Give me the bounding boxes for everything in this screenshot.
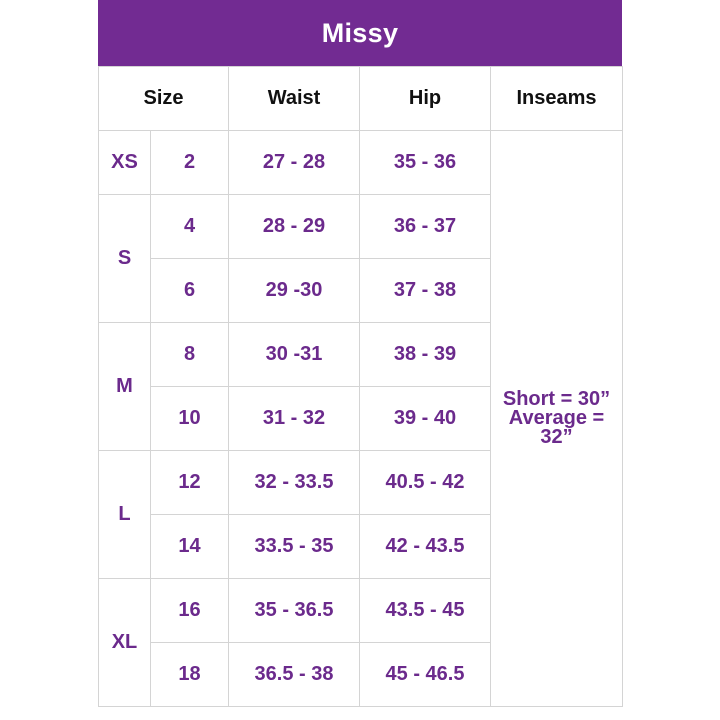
hip-range: 45 - 46.5: [360, 643, 491, 707]
hip-range: 43.5 - 45: [360, 579, 491, 643]
size-number: 12: [151, 451, 229, 515]
hip-range: 38 - 39: [360, 323, 491, 387]
hip-range: 36 - 37: [360, 195, 491, 259]
size-number: 10: [151, 387, 229, 451]
size-number: 4: [151, 195, 229, 259]
header-size: Size: [99, 67, 229, 131]
size-number: 18: [151, 643, 229, 707]
chart-title: Missy: [321, 17, 399, 48]
waist-range: 28 - 29: [229, 195, 360, 259]
waist-range: 27 - 28: [229, 131, 360, 195]
waist-range: 33.5 - 35: [229, 515, 360, 579]
header-inseams: Inseams: [491, 67, 623, 131]
table-row: [99, 131, 623, 195]
hip-range: 40.5 - 42: [360, 451, 491, 515]
size-number: 14: [151, 515, 229, 579]
size-number: 8: [151, 323, 229, 387]
size-letter-l: L: [99, 451, 151, 579]
size-table: [98, 66, 623, 707]
waist-range: 35 - 36.5: [229, 579, 360, 643]
header-hip: Hip: [360, 67, 491, 131]
size-number: 2: [151, 131, 229, 195]
hip-range: 37 - 38: [360, 259, 491, 323]
header-row: [99, 67, 623, 131]
waist-range: 29 -30: [229, 259, 360, 323]
size-number: 6: [151, 259, 229, 323]
header-waist: Waist: [229, 67, 360, 131]
inseam-short: Short = 30”: [502, 388, 611, 410]
size-letter-xl: XL: [99, 579, 151, 707]
hip-range: 35 - 36: [360, 131, 491, 195]
hip-range: 39 - 40: [360, 387, 491, 451]
hip-range: 42 - 43.5: [360, 515, 491, 579]
size-letter-xs: XS: [99, 131, 151, 195]
waist-range: 36.5 - 38: [229, 643, 360, 707]
size-number: 16: [151, 579, 229, 643]
inseam-info: [491, 131, 623, 707]
size-chart: [98, 0, 622, 720]
size-letter-s: S: [99, 195, 151, 323]
waist-range: 32 - 33.5: [229, 451, 360, 515]
inseam-average: Average = 32”: [508, 407, 605, 448]
waist-range: 30 -31: [229, 323, 360, 387]
title-bar: [98, 0, 622, 66]
waist-range: 31 - 32: [229, 387, 360, 451]
size-letter-m: M: [99, 323, 151, 451]
